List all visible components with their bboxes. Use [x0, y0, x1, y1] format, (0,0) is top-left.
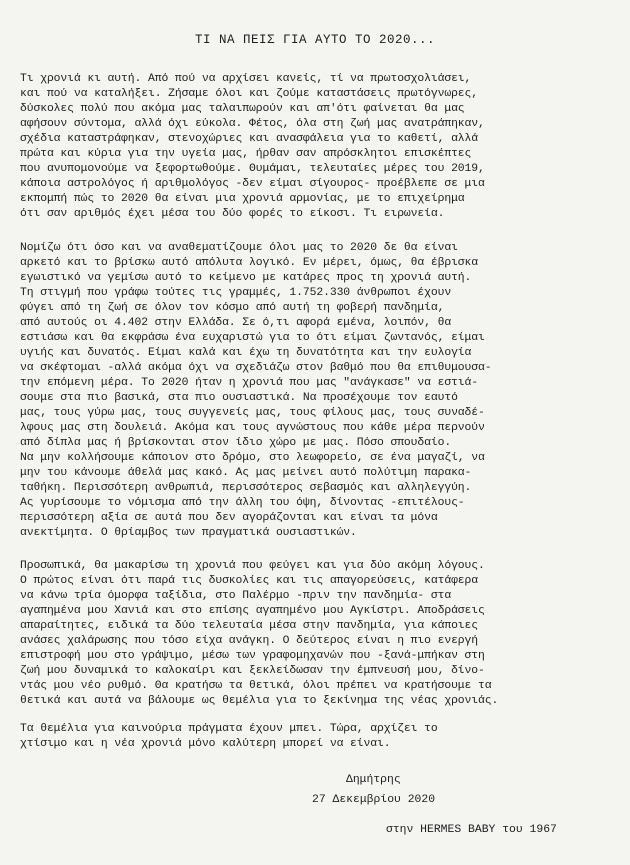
text-line: την επόμενη μέρα. Το 2020 ήταν η χρονιά που μας "ανάγκασε" να εστιά-: [20, 377, 479, 389]
text-line: σχέδια καταστράφηκαν, στενοχώριες και ανασφάλεια για το καθετί, αλλά: [20, 133, 479, 145]
text-line: ανεκτίμητα. Ο θρίαμβος των πραγματικά ουσιαστικών.: [20, 527, 357, 539]
page-title: ΤΙ ΝΑ ΠΕΙΣ ΓΙΑ ΑΥΤΟ ΤΟ 2020...: [194, 33, 436, 47]
text-line: Τι χρονιά κι αυτή. Από πού να αρχίσει κανείς, τί να πρωτοσχολιάσει,: [20, 73, 472, 85]
paragraph-2: [20, 241, 618, 541]
text-line: αφήσουν σύντομα, αλλά όχι εύκολα. Φέτος, όλα στη ζωή μας ανατράπηκαν,: [20, 118, 485, 130]
text-line: εγωιστικό να γεμίσω αυτό το κείμενο με κατάρες προς τη χρονιά αυτή.: [20, 272, 472, 284]
text-line: Προσωπικά, θα μακαρίσω τη χρονιά που φεύγει και για δύο ακόμη λόγους.: [20, 560, 485, 572]
text-line: από δίπλα μας ή βρίσκονται στον ίδιο χώρο με μας. Πόσο σπουδαίο.: [20, 437, 452, 449]
text-line: ότι σαν αριθμός έχει μέσα του δύο φορές το είκοσι. Τι ειρωνεία.: [20, 208, 445, 220]
text-line: ταθήκη. Περισσότερη ανθρωπιά, περισσότερος σεβασμός και αλληλεγγύη.: [20, 482, 472, 494]
text-line: σουμε στα πιο βασικά, στα πιο ουσιαστικά. Να προσέχουμε τον εαυτό: [20, 392, 458, 404]
text-line: να κάνω τρία όμορφα ταξίδια, στο Παλέρμο -πριν την πανδημία- στα: [20, 590, 452, 602]
text-line: απαραίτητες, ειδικά τα δύο τελευταία μέσα στην πανδημία, για κάποιες: [20, 620, 479, 632]
text-line: να σκέφτομαι -αλλά ακόμα όχι να σχεδιάζω στον βαθμό που θα επιθυμουσα-: [20, 362, 492, 374]
text-line: λφους μας στη δουλειά. Ακόμα και τους αγνώστους που κάθε μέρα περνούν: [20, 422, 485, 434]
signature-date: 27 Δεκεμβρίου 2020: [312, 794, 436, 806]
text-line: που ανυπομονούμε να ξεφορτωθούμε. Θυμάμαι, τελευταίες μέρες του 2019,: [20, 163, 485, 175]
text-line: εκπομπή πώς το 2020 θα είναι μια χρονιά αρμονίας, με το επιχείρημα: [20, 193, 465, 205]
text-line: περισσότερη αξία σε αυτά που δεν αγοράζονται και είναι τα μόνα: [20, 512, 438, 524]
text-line: ντάς μου νέο ρυθμό. Θα κρατήσω τα θετικά, όλοι πρέπει να κρατήσουμε τα: [20, 680, 492, 692]
text-line: θετικά και αυτά να βάλουμε ως θεμέλια για το ξεκίνημα της νέας χρονιάς.: [20, 695, 499, 707]
text-line: κάποια αστρολόγος ή αριθμολόγος -δεν είμαι σίγουρος- προέβλεπε σε μια: [20, 178, 485, 190]
typewriter-note: στην HERMES BABY του 1967: [386, 824, 557, 836]
text-line: Νομίζω ότι όσο και να αναθεματίζουμε όλοι μας το 2020 δε θα είναι: [20, 242, 458, 254]
text-line: επιστροφή μου στο γράψιμο, μέσω των γραφομηχανών που -ξανά-μπήκαν στη: [20, 650, 485, 662]
text-line: ζωή μου δυναμικά το καλοκαίρι και ξεκλείδωσαν την έμπνευσή μου, δίνο-: [20, 665, 485, 677]
text-line: μην του κάνουμε άθελά μας κακό. Ας μας μείνει αυτό πολύτιμη παρακα-: [20, 467, 472, 479]
text-line: δύσκολες πολύ που ακόμα μας ταλαιπωρούν και απ'ότι φαίνεται θα μας: [20, 103, 465, 115]
text-line: φύγει από τη ζωή σε όλον τον κόσμο από αυτή τη φοβερή πανδημία,: [20, 302, 445, 314]
text-line: πρώτα και κύρια για την υγεία μας, ήρθαν σαν απρόσκλητοι επισκέπτες: [20, 148, 472, 160]
text-line: Τη στιγμή που γράφω τούτες τις γραμμές, 1.752.330 άνθρωποι έχουν: [20, 287, 452, 299]
text-line: υγιής και δυνατός. Είμαι καλά και έχω τη δυνατότητα και την ευλογία: [20, 347, 472, 359]
paragraph-4: [20, 722, 618, 752]
text-line: Ας γυρίσουμε το νόμισμα από την άλλη του όψη, δίνοντας -επιτέλους-: [20, 497, 465, 509]
text-line: αρκετό και το βρίσκω αυτό απόλυτα λογικό. Εν μέρει, όμως, θα έβρισκα: [20, 257, 479, 269]
text-line: εστιάσω και θα εκφράσω ένα ευχαριστώ για το ότι είμαι ζωντανός, είμαι: [20, 332, 485, 344]
text-line: χτίσιμο και η νέα χρονιά μόνο καλύτερη μπορεί να είναι.: [20, 738, 391, 750]
text-line: ανάσες χαλάρωσης που τόσο είχα ανάγκη. Ο δεύτερος είναι η πιο ενεργή: [20, 635, 479, 647]
signature-name: Δημήτρης: [346, 774, 401, 786]
text-line: Να μην κολλήσουμε κάποιον στο δρόμο, στο λεωφορείο, σε ένα μαγαζί, να: [20, 452, 485, 464]
text-line: Τα θεμέλια για καινούρια πράγματα έχουν μπει. Τώρα, αρχίζει το: [20, 723, 438, 735]
paragraph-3: [20, 559, 618, 709]
text-line: αγαπημένα μου Χανιά και στο επίσης αγαπημένο μου Αγκίστρι. Αποδράσεις: [20, 605, 485, 617]
text-line: και πού να καταλήξει. Ζήσαμε όλοι και ζούμε καταστάσεις πρωτόγνωρες,: [20, 88, 479, 100]
text-line: Ο πρώτος είναι ότι παρά τις δυσκολίες και τις απαγορεύσεις, κατάφερα: [20, 575, 479, 587]
paragraph-1: [20, 72, 618, 222]
text-line: μας, τους γύρω μας, τους συγγενείς μας, τους φίλους μας, τους συναδέ-: [20, 407, 485, 419]
text-line: από αυτούς οι 4.402 στην Ελλάδα. Σε ό,τι αφορά εμένα, λοιπόν, θα: [20, 317, 452, 329]
